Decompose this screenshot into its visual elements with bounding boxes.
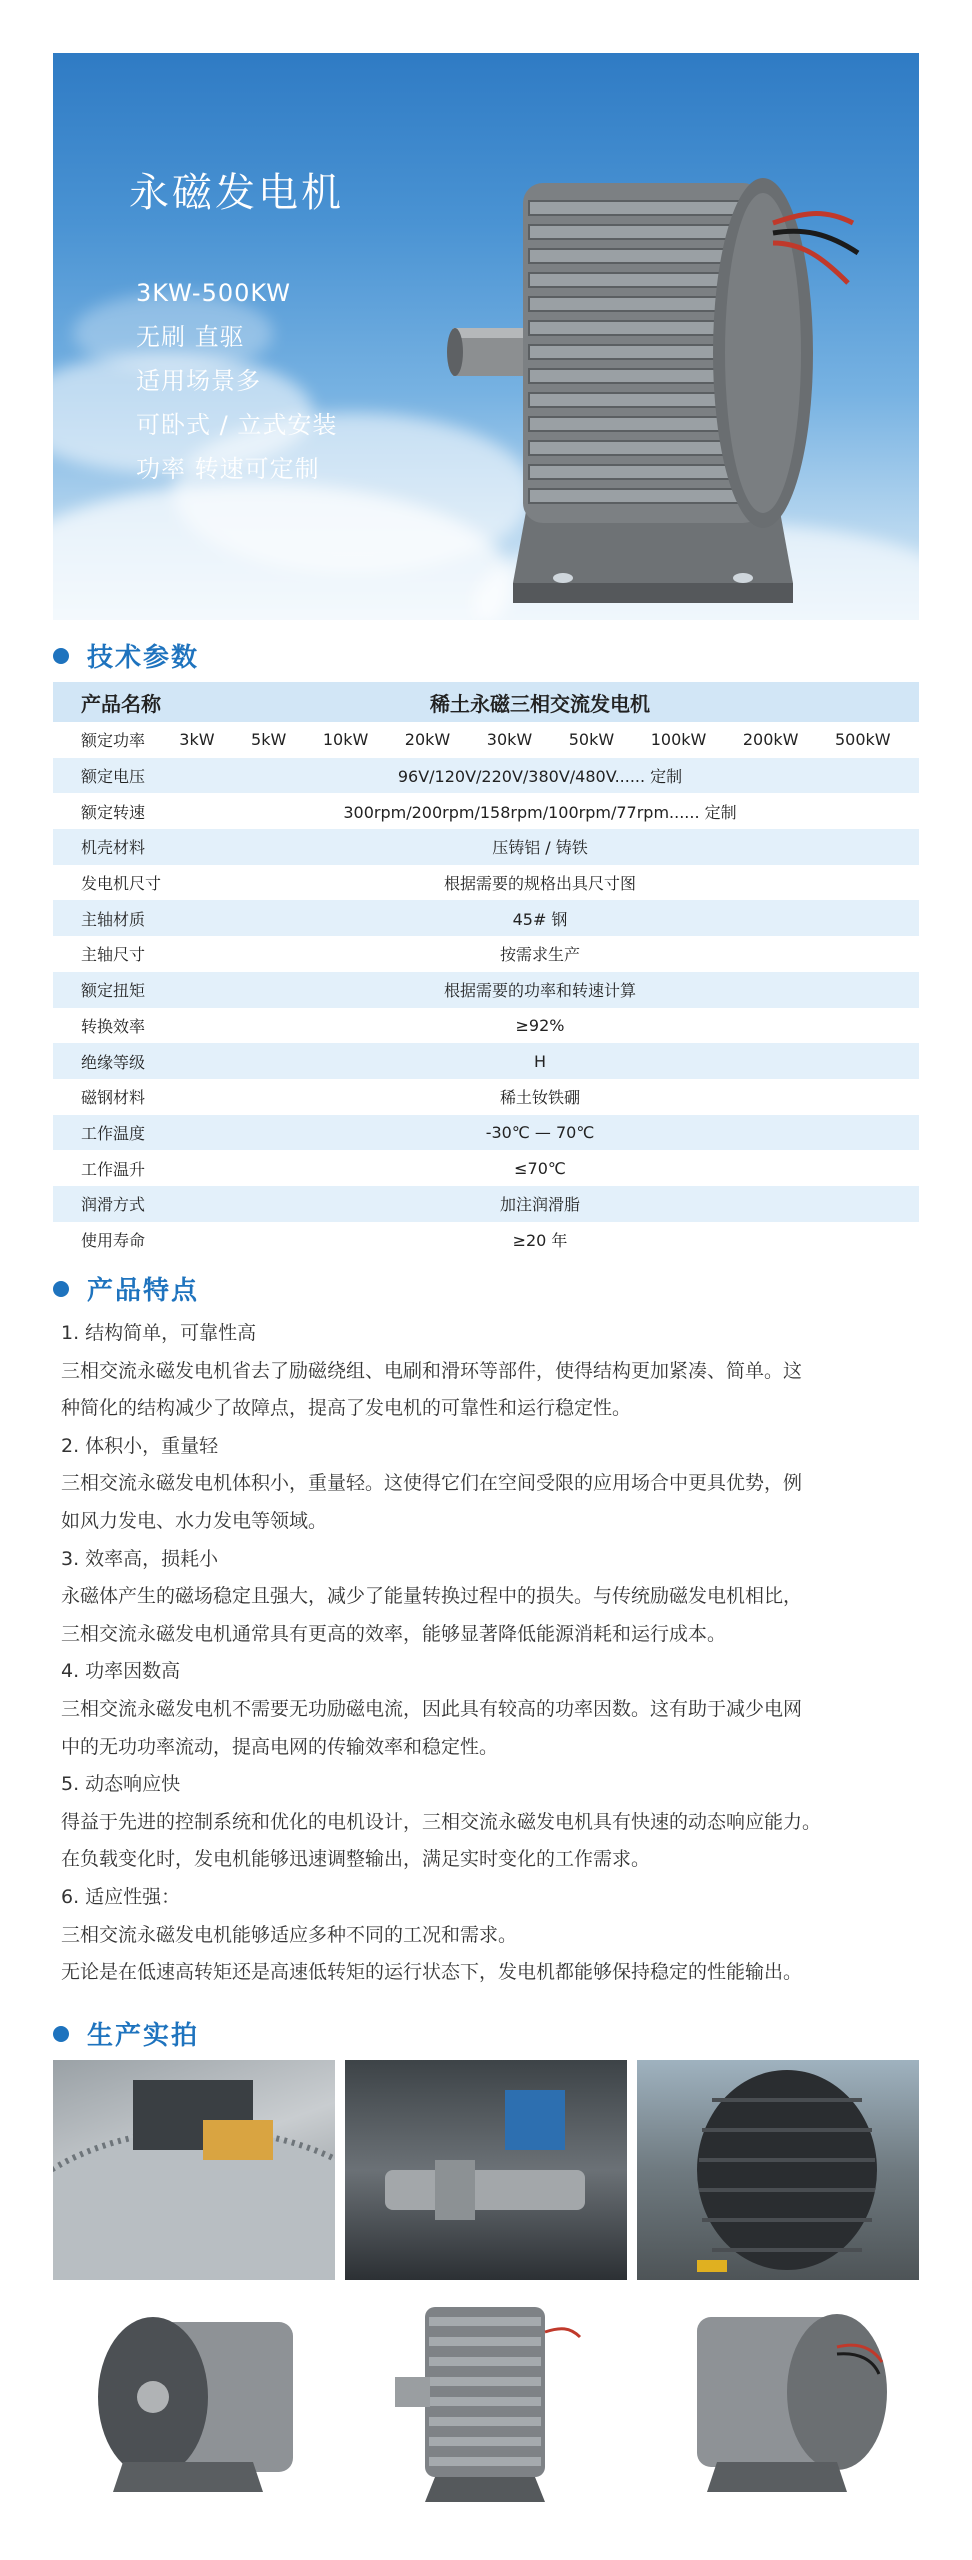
table-row (53, 865, 919, 901)
spec-value: 加注润滑脂 (161, 1186, 919, 1222)
power-value: 30kW (486, 730, 533, 750)
spec-label: 产品名称 (53, 682, 161, 722)
spec-value: 300rpm/200rpm/158rpm/100rpm/77rpm...... 定制 (343, 802, 737, 822)
spec-label: 额定功率 (81, 731, 146, 751)
feature-line: 种简化的结构减少了故障点，提高了发电机的可靠性和运行稳定性。 (61, 1397, 632, 1420)
table-row (53, 1079, 919, 1115)
power-value: 100kW (650, 730, 707, 750)
photo-shaft-machining (345, 2060, 627, 2280)
table-row (53, 1008, 919, 1044)
spec-label: 润滑方式 (53, 1186, 161, 1222)
table-row (53, 722, 919, 758)
section-header-features (53, 1270, 199, 1307)
feature-line: 如风力发电、水力发电等领域。 (61, 1509, 328, 1532)
power-list (161, 730, 919, 749)
feature-line: 4. 功率因数高 (61, 1660, 181, 1683)
spec-label: 额定转速 (81, 802, 146, 822)
hero-banner (53, 53, 919, 620)
spec-value: H (161, 1043, 919, 1079)
feature-line: 无论是在低速高转矩还是高速低转矩的运行状态下，发电机都能够保持稳定的性能输出。 (61, 1961, 803, 1984)
table-row (53, 758, 919, 794)
spec-label: 使用寿命 (81, 1230, 146, 1250)
feature-line: 2. 体积小，重量轻 (61, 1434, 219, 1457)
generator-image (443, 113, 863, 613)
section-title: 生产实拍 (87, 2021, 200, 2051)
spec-label: 机壳材料 (53, 829, 161, 865)
spec-value: 稀土永磁三相交流发电机 (161, 682, 919, 722)
hero-feature-list (136, 271, 337, 491)
feature-line: 5. 动态响应快 (61, 1773, 181, 1796)
photo-assembled-generator (637, 2060, 919, 2280)
table-row (53, 1222, 919, 1258)
spec-label: 主轴尺寸 (81, 945, 146, 965)
feature-line: 三相交流永磁发电机不需要无功励磁电流，因此具有较高的功率因数。这有助于减少电网 (61, 1697, 803, 1720)
power-value: 200kW (742, 730, 799, 750)
feature-line: 3. 效率高，损耗小 (61, 1547, 219, 1570)
section-title: 产品特点 (87, 1276, 200, 1306)
table-row (53, 1150, 919, 1186)
feature-line: 6. 适应性强： (61, 1885, 181, 1908)
bullet-dot-icon (53, 1281, 69, 1297)
spec-label: 发电机尺寸 (81, 874, 162, 894)
spec-value: ≥20 年 (512, 1230, 568, 1250)
table-row (53, 1186, 919, 1222)
feature-line: 三相交流永磁发电机省去了励磁绕组、电刷和滑环等部件，使得结构更加紧凑、简单。这 (61, 1359, 803, 1382)
spec-value: ≥92% (515, 1015, 565, 1035)
features-text (61, 1315, 919, 1992)
spec-value: 根据需要的功率和转速计算 (161, 972, 919, 1008)
table-row (53, 829, 919, 865)
spec-value: ≤70℃ (514, 1158, 566, 1178)
spec-label: 额定电压 (53, 758, 161, 794)
spec-table (53, 682, 919, 1257)
hero-feature: 3KW-500KW (136, 279, 291, 307)
table-row (53, 1115, 919, 1151)
hero-feature: 可卧式 / 立式安装 (136, 411, 338, 439)
spec-value: 按需求生产 (500, 945, 581, 965)
section-header-photos (53, 2015, 199, 2052)
spec-label: 额定扭矩 (53, 972, 161, 1008)
spec-value: 96V/120V/220V/380V/480V...... 定制 (161, 758, 919, 794)
hero-title: 永磁发电机 (129, 170, 344, 216)
photo-generator-rear (637, 2292, 919, 2512)
bullet-dot-icon (53, 2026, 69, 2042)
spec-value: 稀土钕铁硼 (500, 1088, 581, 1108)
feature-line: 三相交流永磁发电机通常具有更高的效率，能够显著降低能源消耗和运行成本。 (61, 1622, 727, 1645)
spec-value: -30℃ — 70℃ (161, 1115, 919, 1151)
feature-line: 永磁体产生的磁场稳定且强大，减少了能量转换过程中的损失。与传统励磁发电机相比， (61, 1585, 803, 1608)
spec-value: 45# 钢 (161, 900, 919, 936)
section-header-specs (53, 637, 199, 674)
feature-line: 1. 结构简单，可靠性高 (61, 1322, 257, 1344)
hero-feature: 适用场景多 (136, 367, 261, 395)
power-value: 3kW (179, 730, 215, 750)
table-row (53, 682, 919, 722)
feature-line: 在负载变化时，发电机能够迅速调整输出，满足实时变化的工作需求。 (61, 1848, 651, 1871)
section-title: 技术参数 (87, 643, 200, 673)
power-value: 10kW (322, 730, 369, 750)
table-row (53, 936, 919, 972)
spec-label: 主轴材质 (53, 900, 161, 936)
table-row (53, 972, 919, 1008)
spec-label: 磁钢材料 (81, 1088, 146, 1108)
feature-line: 得益于先进的控制系统和优化的电机设计，三相交流永磁发电机具有快速的动态响应能力。 (61, 1810, 822, 1833)
table-row (53, 1043, 919, 1079)
power-value: 20kW (404, 730, 451, 750)
power-value: 5kW (251, 730, 287, 750)
feature-line: 中的无功功率流动，提高电网的传输效率和稳定性。 (61, 1735, 499, 1758)
spec-label: 工作温升 (81, 1159, 146, 1179)
power-value: 50kW (568, 730, 615, 750)
photo-stator-lamination (53, 2060, 335, 2280)
photo-generator-side (345, 2292, 627, 2512)
power-value: 500kW (834, 730, 891, 750)
spec-value: 压铸铝 / 铸铁 (161, 829, 919, 865)
photo-grid (53, 2060, 919, 2515)
table-row (53, 793, 919, 829)
table-row (53, 900, 919, 936)
spec-label: 转换效率 (81, 1016, 146, 1036)
spec-label: 绝缘等级 (53, 1043, 161, 1079)
hero-feature: 功率 转速可定制 (136, 455, 320, 483)
feature-line: 三相交流永磁发电机能够适应多种不同的工况和需求。 (61, 1923, 518, 1946)
spec-value: 根据需要的规格出具尺寸图 (444, 874, 637, 894)
photo-generator-front (53, 2292, 335, 2512)
feature-line: 三相交流永磁发电机体积小，重量轻。这使得它们在空间受限的应用场合中更具优势，例 (61, 1472, 803, 1495)
spec-label: 工作温度 (53, 1115, 161, 1151)
bullet-dot-icon (53, 648, 69, 664)
hero-feature: 无刷 直驱 (136, 323, 245, 351)
